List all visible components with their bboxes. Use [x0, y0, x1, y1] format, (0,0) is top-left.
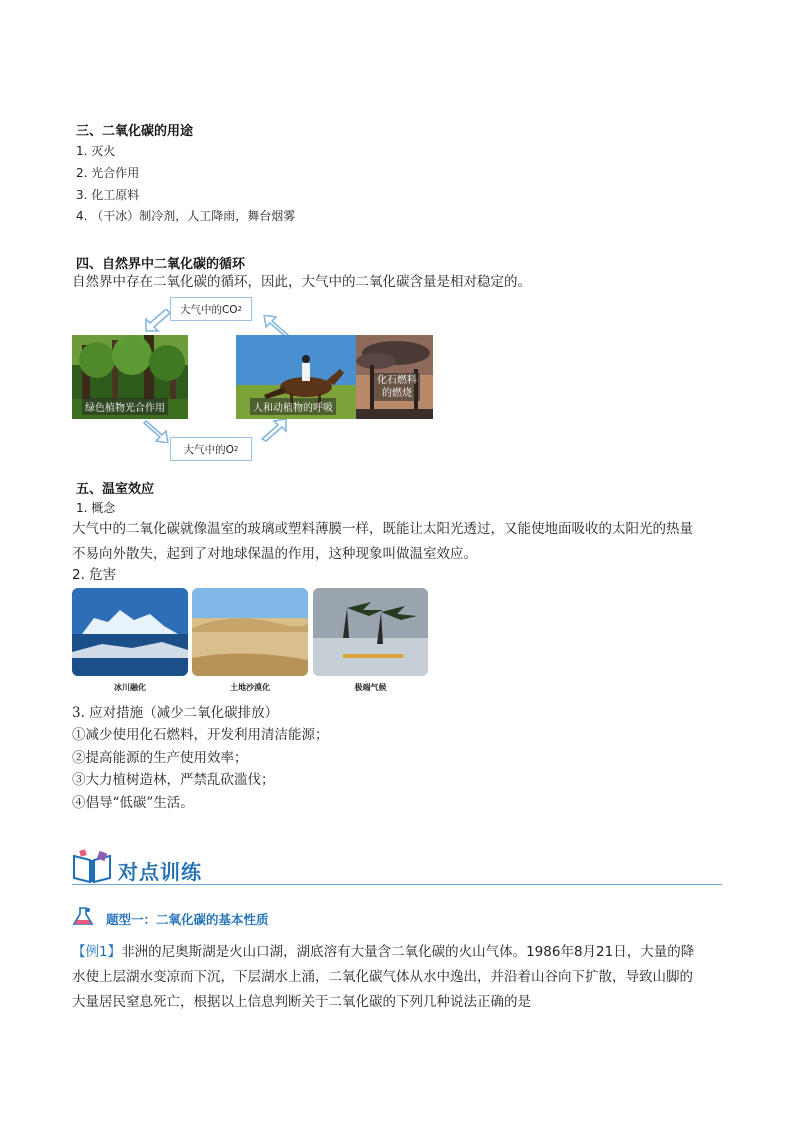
- arrow-down-right-icon: [142, 417, 174, 443]
- desert-image: [192, 588, 308, 676]
- arrow-up-right-icon: [258, 417, 290, 443]
- concept-line: 不易向外散失，起到了对地球保温的作用，这种现象叫做温室效应。: [72, 546, 477, 562]
- caption: 极端气候: [354, 683, 387, 692]
- measure-item: ②提高能源的生产使用效率；: [72, 750, 248, 766]
- glacier-image: [72, 588, 188, 676]
- measure-item: ④倡导“低碳”生活。: [72, 795, 194, 811]
- section-title: 对点训练: [118, 860, 202, 884]
- concept-heading: 1. 概念: [76, 501, 116, 515]
- book-icon: [72, 848, 112, 884]
- list-item: 3. 化工原料: [76, 188, 140, 202]
- storm-image: [313, 588, 428, 676]
- question-type-title: 题型一：二氧化碳的基本性质: [106, 912, 269, 927]
- measure-item: ③大力植树造林，严禁乱砍滥伐；: [72, 772, 275, 788]
- o2-box: 大气中的O 2: [170, 437, 252, 461]
- list-item: 4. （干冰）制冷剂，人工降雨，舞台烟雾: [76, 209, 296, 223]
- example-line: 【例1】非洲的尼奥斯湖是火山口湖，湖底溶有大量含二氧化碳的火山气体。1986年8月21日，大量的降: [72, 944, 695, 960]
- example-line: 大量居民窒息死亡，根据以上信息判断关于二氧化碳的下列几种说法正确的是: [72, 994, 531, 1010]
- arrow-up-left-icon: [142, 309, 174, 335]
- example-line: 水使上层湖水变凉而下沉，下层湖水上涌，二氧化碳气体从水中逸出，并沿着山谷向下扩散，导致山脚的: [72, 969, 693, 985]
- co2-box: 大气中的CO 2: [170, 297, 252, 321]
- list-item: 1. 灭火: [76, 144, 116, 158]
- list-item: 2. 光合作用: [76, 166, 140, 180]
- photo-label: 化石燃料 的燃烧: [374, 373, 420, 401]
- example-paragraph: [72, 940, 732, 1015]
- carbon-cycle-diagram: [72, 295, 434, 460]
- photo-label: 人和动植物的呼吸: [250, 398, 336, 415]
- harm-heading: 2. 危害: [72, 567, 117, 583]
- section5-title: 五、温室效应: [76, 482, 155, 497]
- forest-photo: [72, 335, 188, 419]
- section3-title: 三、二氧化碳的用途: [76, 124, 194, 139]
- caption: 土地沙漠化: [230, 683, 270, 692]
- photo-label: 绿色植物光合作用: [82, 398, 168, 415]
- concept-line: 大气中的二氧化碳就像温室的玻璃或塑料薄膜一样，既能让太阳光透过，又能使地面吸收的太阳光的热量: [72, 521, 693, 537]
- measure-item: ①减少使用化石燃料，开发利用清洁能源；: [72, 727, 329, 743]
- section-divider: [72, 884, 722, 885]
- smokestack-photo: [356, 335, 433, 419]
- flask-icon: [72, 906, 94, 928]
- measures-heading: 3. 应对措施（减少二氧化碳排放）: [72, 705, 279, 721]
- concept-paragraph: [72, 517, 732, 567]
- caption: 冰川融化: [114, 683, 146, 692]
- section4-title: 四、自然界中二氧化碳的循环: [76, 257, 246, 272]
- section4-intro: 自然界中存在二氧化碳的循环，因此，大气中的二氧化碳含量是相对稳定的。: [72, 274, 531, 290]
- example-tag: 【例1】: [72, 944, 122, 960]
- horse-rider-photo: [236, 335, 356, 419]
